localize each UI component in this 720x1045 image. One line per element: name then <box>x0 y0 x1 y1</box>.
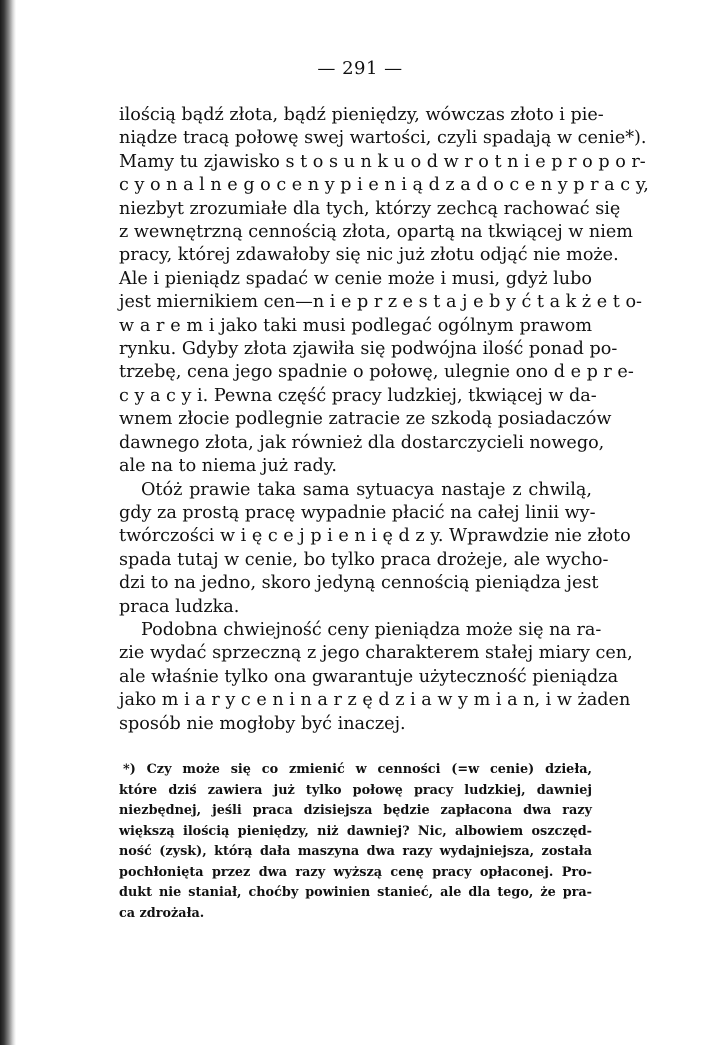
footnote-line: dukt nie staniał, choćby powinien stanieć, ale dla tego, że pra- <box>119 885 592 900</box>
text-line: gdy za prostą pracę wypadnie płacić na całej linii wy- <box>119 502 596 523</box>
text-line: pracy, której zdawałoby się nic już złotu odjąć nie może. <box>119 245 619 266</box>
text-line: Otóż prawie taka sama sytuacya nastaje z chwilą, <box>141 479 592 500</box>
text-line: wnem złocie podlegnie zatracie ze szkodą posiadaczów <box>119 409 612 430</box>
text-line: jako m i a r y c e n i n a r z ę d z i a w y m i a n, i w żaden <box>119 690 631 711</box>
body-text <box>119 104 649 736</box>
footnote <box>119 760 592 924</box>
text-line: twórczości w i ę c e j p i e n i ę d z y. Wprawdzie nie złoto <box>119 526 631 547</box>
text-line: c y a c y i. Pewna część pracy ludzkiej, tkwiącej w da- <box>119 385 597 406</box>
text-line: dzi to na jedno, skoro jedyną cennością pieniądza jest <box>119 573 599 594</box>
text-line: rynku. Gdyby złota zjawiła się podwójna ilość ponad po- <box>119 339 618 360</box>
text-line: z wewnętrzną cennością złota, opartą na tkwiącej w niem <box>119 222 633 243</box>
text-line: dawnego złota, jak również dla dostarczycieli nowego, <box>119 432 605 453</box>
text-line: Ale i pieniądz spadać w cenie może i musi, gdyż lubo <box>119 268 592 289</box>
footnote-line: ca zdrożała. <box>119 905 205 921</box>
text-line: c y o n a l n e g o c e n y p i e n i ą d z a d o c e n y p r a c y, <box>119 175 649 196</box>
text-line: Podobna chwiejność ceny pieniądza może się na ra- <box>141 619 602 640</box>
footnote-line: ność (zysk), którą dała maszyna dwa razy wydajniejsza, została <box>119 844 592 859</box>
text-line: zie wydać sprzeczną z jego charakterem stałej miary cen, <box>119 643 633 664</box>
text-line: niezbyt zrozumiałe dla tych, którzy zechcą rachować się <box>119 198 621 219</box>
text-line: niądze tracą połowę swej wartości, czyli spadają w cenie*). <box>119 128 647 149</box>
footnote-line: pochłonięta przez dwa razy wyższą cenę pracy opłaconej. Pro- <box>119 864 592 880</box>
page-binding-edge <box>0 0 16 1045</box>
text-line: ale na to niema już rady. <box>119 456 337 477</box>
page-number: — 291 — <box>317 58 403 79</box>
text-line: spada tutaj w cenie, bo tylko praca drożeje, ale wycho- <box>119 549 609 570</box>
text-line: jest miernikiem cen—n i e p r z e s t a j e b y ć t a k ż e t o- <box>119 292 643 313</box>
footnote-line: większą ilością pieniędzy, niż dawniej? Nic, albowiem oszczęd- <box>119 823 592 839</box>
text-line: ilością bądź złota, bądź pieniędzy, wówczas złoto i pie- <box>119 105 604 125</box>
text-line: sposób nie mogłoby być inaczej. <box>119 713 406 734</box>
text-line: praca ludzka. <box>119 596 240 617</box>
text-line: w a r e m i jako taki musi podlegać ogólnym prawom <box>119 315 592 336</box>
footnote-line: które dziś zawiera już tylko połowę pracy ludzkiej, dawniej <box>119 782 592 798</box>
footnote-line: niezbędnej, jeśli praca dzisiejsza będzie zapłacona dwa razy <box>119 803 592 818</box>
text-line: trzebę, cena jego spadnie o połowę, ulegnie ono d e p r e- <box>119 362 634 383</box>
text-line: Mamy tu zjawisko s t o s u n k u o d w r o t n i e p r o p o r- <box>119 151 646 172</box>
text-line: ale właśnie tylko ona gwarantuje użyteczność pieniądza <box>119 666 619 687</box>
footnote-line: *) Czy może się co zmienić w cenności (=w cenie) dzieła, <box>123 762 592 777</box>
